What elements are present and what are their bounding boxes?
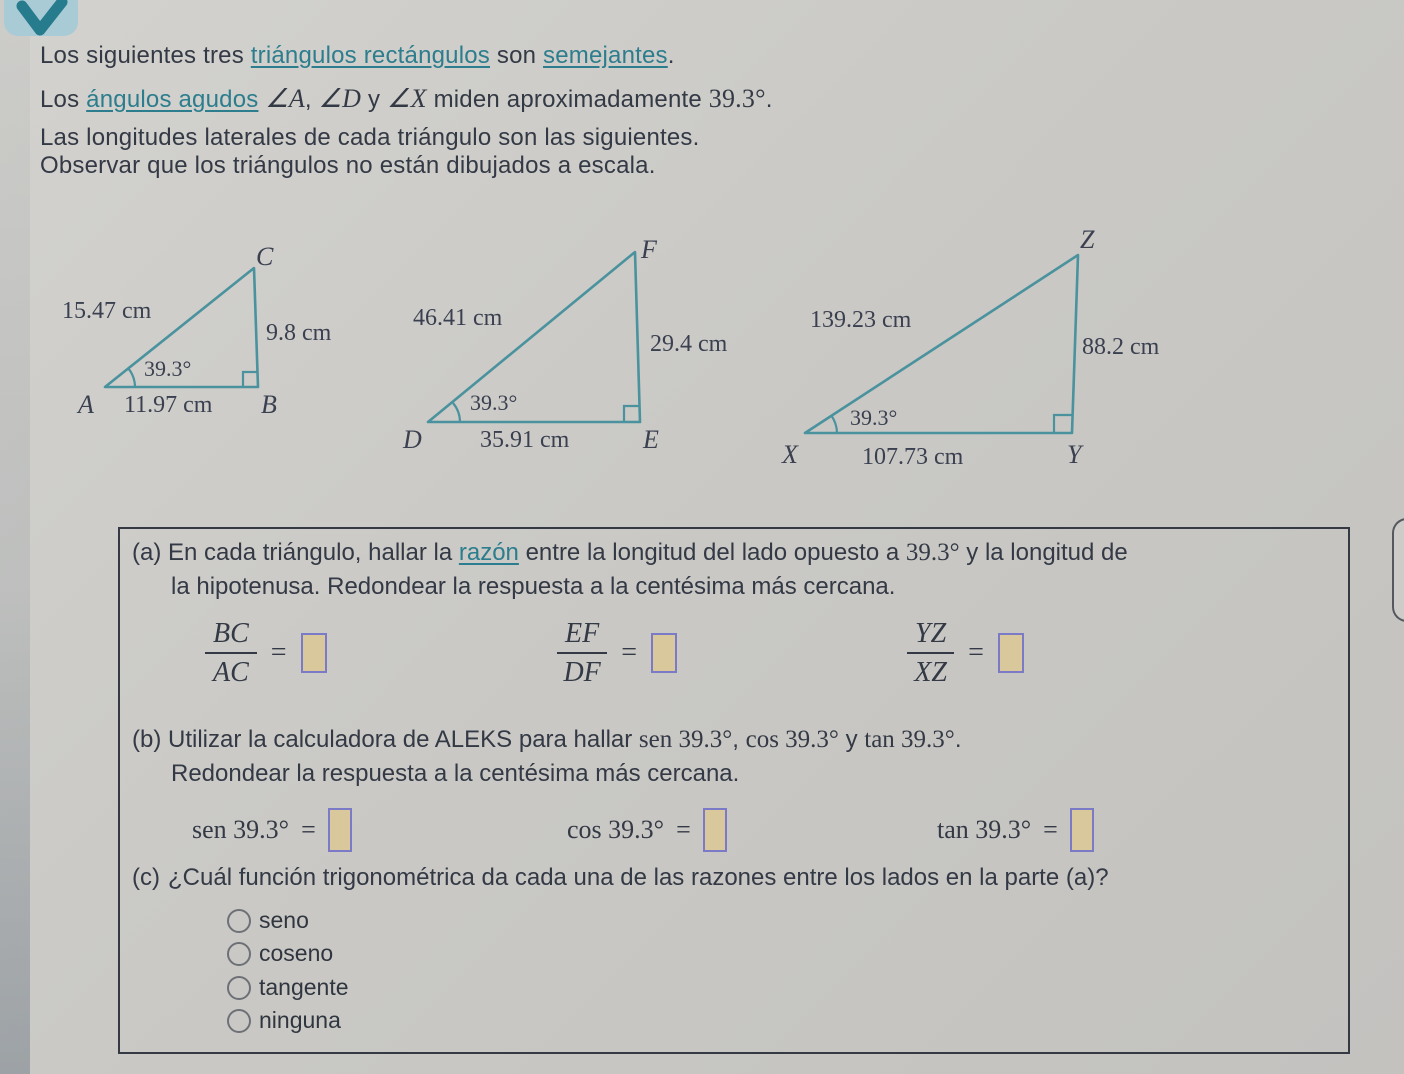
vertex-label-e: E (643, 425, 659, 454)
vertex-label-d: D (403, 425, 422, 454)
part-c-label: (c) (132, 864, 160, 891)
equals-sign: = (1043, 815, 1058, 844)
vertex-label-f: F (641, 235, 657, 264)
radio-button[interactable] (227, 1009, 251, 1033)
angle-label: 39.3° (850, 405, 898, 430)
angle-arc (831, 415, 837, 433)
answer-input-cos[interactable] (703, 808, 727, 852)
part-b-text: Utilizar la calculadora de ALEKS para hallar (168, 726, 639, 753)
base-label: 11.97 cm (124, 392, 213, 418)
math-angle-a: ∠A (265, 84, 305, 113)
fraction-denominator: DF (563, 657, 601, 689)
header-line-1 (40, 42, 675, 70)
right-angle-mark (243, 372, 258, 387)
sen-expression: sen 39.3° (192, 815, 290, 844)
answer-panel (118, 527, 1350, 1054)
header-text: y (361, 86, 388, 113)
radio-label: coseno (259, 940, 334, 966)
part-b-text: y (838, 726, 865, 753)
angle-label: 39.3° (144, 356, 192, 381)
part-b-text: . (954, 726, 962, 753)
radio-button[interactable] (227, 976, 251, 1000)
header-text: . (667, 42, 675, 69)
equals-sign: = (270, 637, 287, 669)
vertex-label-c: C (256, 242, 274, 271)
math-angle-d: ∠D (318, 84, 362, 113)
part-b-text: , (732, 726, 746, 753)
triangle-outline (428, 252, 640, 422)
header-text: son (490, 42, 544, 69)
part-b-line-1 (168, 726, 961, 754)
part-b-line-2: Redondear la respuesta a la centésima más cercana. (171, 760, 740, 787)
vertical-side-label: 29.4 cm (650, 331, 728, 357)
header-text: miden aproximadamente (426, 86, 709, 113)
vertex-label-a: A (78, 390, 94, 419)
part-a-text: En cada triángulo, hallar la (168, 539, 459, 566)
fraction-denominator: XZ (914, 657, 947, 689)
radio-label: ninguna (259, 1007, 341, 1033)
radio-option-coseno[interactable] (227, 940, 333, 967)
triangle-xyz-diagram (770, 212, 1190, 477)
radio-button[interactable] (227, 942, 251, 966)
tan-expression: tan 39.3° (937, 815, 1032, 844)
radio-option-seno[interactable] (227, 907, 309, 934)
equals-sign: = (968, 637, 984, 669)
part-a-label: (a) (132, 539, 162, 566)
math-sen-expression: sen 39.3° (638, 726, 733, 753)
answer-input-ef-df[interactable] (651, 633, 677, 673)
header-line-4: Observar que los triángulos no están dibujados a escala. (40, 152, 656, 179)
angle-label: 39.3° (470, 390, 518, 415)
answer-input-yz-xz[interactable] (998, 633, 1024, 673)
checkmark-icon (4, 0, 78, 36)
fraction-numerator: EF (557, 619, 607, 654)
angle-arc (128, 368, 135, 387)
vertex-label-b: B (261, 390, 277, 419)
sen-equation (192, 808, 352, 852)
radio-option-ninguna[interactable] (227, 1007, 341, 1034)
link-angulos-agudos[interactable]: ángulos agudos (86, 86, 259, 113)
math-tan-expression: tan 39.3° (864, 726, 955, 753)
part-a-line-1 (168, 539, 1128, 567)
part-b-label: (b) (132, 726, 162, 753)
fraction-yz-xz-group (907, 619, 1024, 688)
equals-sign: = (621, 637, 638, 669)
equals-sign: = (676, 815, 691, 844)
triangle-def-diagram (395, 228, 765, 453)
header-line-3: Las longitudes laterales de cada triángulo son las siguientes. (40, 124, 700, 151)
link-triangulos-rectangulos[interactable]: triángulos rectángulos (250, 42, 490, 69)
header-text: Los (40, 86, 87, 113)
base-label: 35.91 cm (480, 427, 570, 453)
angle-arc (453, 403, 460, 422)
right-edge-cutoff-tab (1392, 518, 1404, 622)
vertex-label-x: X (782, 440, 798, 469)
vertical-side-label: 9.8 cm (266, 320, 332, 346)
cos-expression: cos 39.3° (567, 815, 665, 844)
right-angle-mark (624, 406, 640, 422)
link-razon[interactable]: razón (458, 539, 519, 566)
fraction-bc-ac-group (205, 619, 327, 688)
header-text: . (765, 86, 773, 113)
photo-left-edge-shade (0, 0, 30, 1074)
top-left-check-icon[interactable] (4, 0, 78, 36)
triangle-outline (805, 255, 1078, 433)
hypotenuse-label: 46.41 cm (413, 305, 503, 331)
math-angle-value: 39.3° (708, 84, 766, 113)
math-angle-x: ∠X (387, 84, 427, 113)
answer-input-sen[interactable] (328, 808, 352, 852)
base-label: 107.73 cm (862, 444, 964, 470)
part-a-text: y la longitud de (959, 539, 1128, 566)
answer-input-bc-ac[interactable] (301, 633, 327, 673)
vertex-label-y: Y (1067, 440, 1082, 469)
part-a-text: entre la longitud del lado opuesto a (518, 539, 906, 566)
header-text: , (304, 86, 319, 113)
equals-sign: = (301, 815, 316, 844)
hypotenuse-label: 15.47 cm (62, 298, 152, 324)
fraction-bc-ac (205, 619, 257, 688)
math-cos-expression: cos 39.3° (745, 726, 839, 753)
fraction-ef-df (557, 619, 607, 688)
fraction-ef-df-group (557, 619, 677, 688)
vertex-label-z: Z (1080, 225, 1095, 254)
fraction-numerator: YZ (907, 619, 954, 654)
tan-equation (937, 808, 1094, 852)
vertical-side-label: 88.2 cm (1082, 334, 1160, 360)
fraction-denominator: AC (213, 657, 249, 689)
part-c-question: ¿Cuál función trigonométrica da cada una de las razones entre los lados en la parte (a)? (168, 864, 1109, 891)
part-a-line-2: la hipotenusa. Redondear la respuesta a la centésima más cercana. (171, 573, 896, 600)
header-text: Los siguientes tres (40, 42, 251, 69)
header-line-2 (40, 84, 773, 114)
hypotenuse-label: 139.23 cm (810, 307, 912, 333)
right-angle-mark (1054, 415, 1072, 433)
fraction-yz-xz (907, 619, 954, 688)
fraction-numerator: BC (205, 619, 257, 654)
radio-label: seno (259, 907, 309, 933)
radio-label: tangente (259, 974, 349, 1000)
radio-option-tangente[interactable] (227, 974, 349, 1001)
answer-input-tan[interactable] (1070, 808, 1094, 852)
math-angle-value: 39.3° (905, 539, 960, 566)
link-semejantes[interactable]: semejantes (543, 42, 668, 69)
triangle-abc-diagram (40, 228, 380, 428)
cos-equation (567, 808, 727, 852)
radio-button[interactable] (227, 909, 251, 933)
